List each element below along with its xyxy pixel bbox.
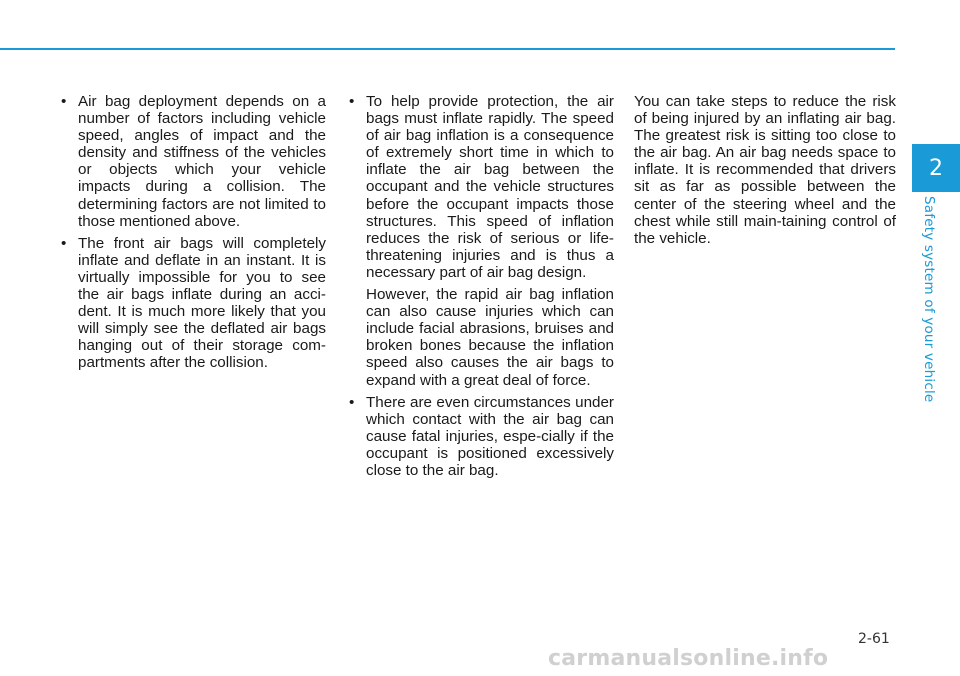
chapter-tab: [912, 144, 960, 192]
bullet-icon: •: [349, 93, 355, 110]
bullet-icon: •: [61, 234, 67, 252]
bullet-text: There are even circumstances under which contact with the air bag can cause fatal injuries, espe-cially if the occupant is positioned excessively close to the air bag.: [366, 393, 614, 479]
bullet-item: [60, 93, 326, 230]
chapter-title-text: Safety system of your vehicle: [921, 196, 937, 403]
text-column-1: [60, 93, 326, 377]
bullet-text: To help provide protection, the air bags must inflate rapidly. The speed of air bag inflation is a consequence of extremely short time in which to inflate the air bag between the occupant and the vehicle structures before the occupant impacts those structures. This speed of inflation reduces the risk of serious or life-threatening injuries and is thus a necessary part of air bag design.: [366, 93, 614, 281]
bullet-icon: •: [61, 93, 67, 110]
text-column-2: [348, 93, 614, 484]
watermark: carmanualsonline.info: [548, 646, 829, 671]
bullet-text: Air bag deployment depends on a number of factors including vehicle speed, angles of impact and the density and stiffness of the vehicles or objects which your vehicle impacts during a collision. The determining factors are not limited to those mentioned above.: [78, 93, 326, 230]
page-number: 2-61: [858, 631, 890, 647]
bullet-item: [348, 93, 614, 281]
bullet-continuation: However, the rapid air bag inflation can also cause injuries which can include facial abrasions, bruises and broken bones because the inflation speed also causes the air bags to expand with a great deal of force.: [366, 286, 614, 389]
body-paragraph: You can take steps to reduce the risk of being injured by an inflating air bag. The greatest risk is sitting too close to the air bag. An air bag needs space to inflate. It is recommended that drivers sit as far as possible between the center of the steering wheel and the chest while still main-taining control of the vehicle.: [634, 93, 896, 247]
chapter-number: 2: [929, 155, 943, 181]
bullet-item: [348, 394, 614, 479]
bullet-icon: •: [349, 393, 355, 411]
text-column-3: [634, 93, 896, 247]
chapter-side-title: [921, 196, 956, 403]
bullet-item: [60, 235, 326, 372]
header-rule: [0, 48, 895, 50]
bullet-text: The front air bags will completely inflate and deflate in an instant. It is virtually impossible for you to see the air bags inflate during an acci-dent. It is much more likely that you will simply see the deflated air bags hanging out of their storage com-partments after the collision.: [78, 234, 326, 372]
